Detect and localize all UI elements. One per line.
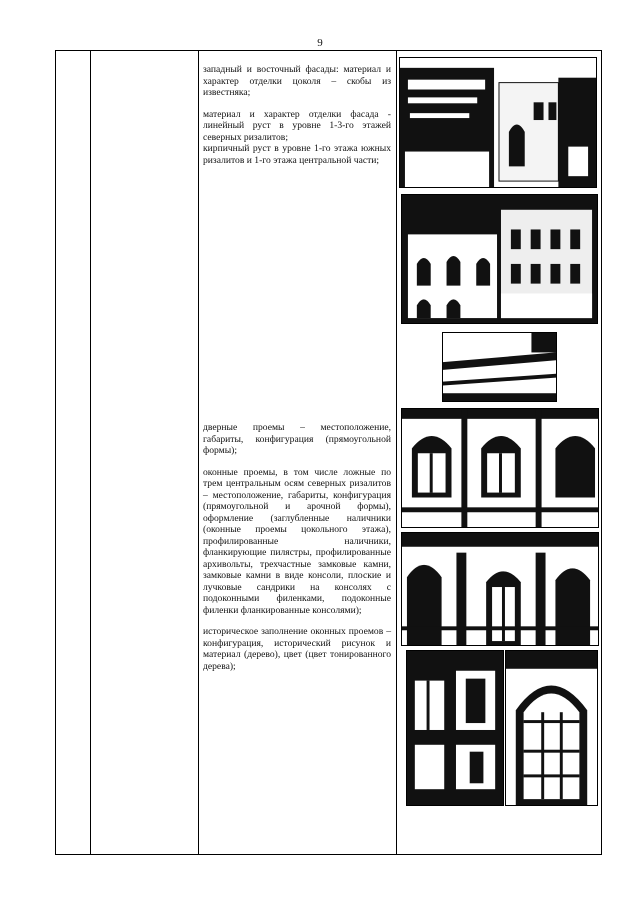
photo-courtyard-corner	[401, 194, 598, 324]
photo-plinth-detail	[442, 332, 557, 402]
paragraph-plinth: западный и восточный фасады: материал и характер отделки цоколя – скобы из известняка;	[203, 64, 391, 98]
column-divider-2	[198, 51, 199, 854]
paragraph-window-fill: историческое заполнение оконных проемов – конфигурация, исторический рисунок и материал (дерево), цвет (цвет тонированного дерева);	[203, 626, 391, 672]
paragraph-door-openings: дверные проемы – местоположение, габариты, конфигурация (прямоугольной формы);	[203, 422, 391, 456]
photo-window-fill-right	[505, 650, 598, 806]
photo-arched-windows-upper	[401, 408, 599, 528]
paragraph-rustication: материал и характер отделки фасада - линейный руст в уровне 1-3-го этажей северных ризалитов; кирпичный руст в уровне 1-го этажа южных ризалитов и 1-го этажа центральной части;	[203, 108, 391, 166]
column-divider-1	[90, 51, 91, 854]
column-divider-3	[396, 51, 397, 854]
photo-facade-west-east	[399, 57, 597, 188]
photo-arched-windows-lower	[401, 532, 599, 646]
photo-window-fill-left	[406, 650, 504, 806]
paragraph-window-openings: оконные проемы, в том числе ложные по трем центральным осям северных ризалитов – местоположение, габариты, конфигурация (прямоугольной и арочной формы), оформление (заглубленные наличники (оконные проемы цокольного этажа), профилированные наличники, фланкирующие пилястры, профилированные архивольты, трехчастные замковые камни, замковые камни в виде консоли, плоские и лучковые сандрики на консолях с подоконными филенками, подоконные филенки фланкированные консолями);	[203, 466, 391, 616]
text-block-openings	[203, 422, 391, 682]
page-number: 9	[317, 37, 323, 49]
text-block-facades	[203, 64, 391, 176]
